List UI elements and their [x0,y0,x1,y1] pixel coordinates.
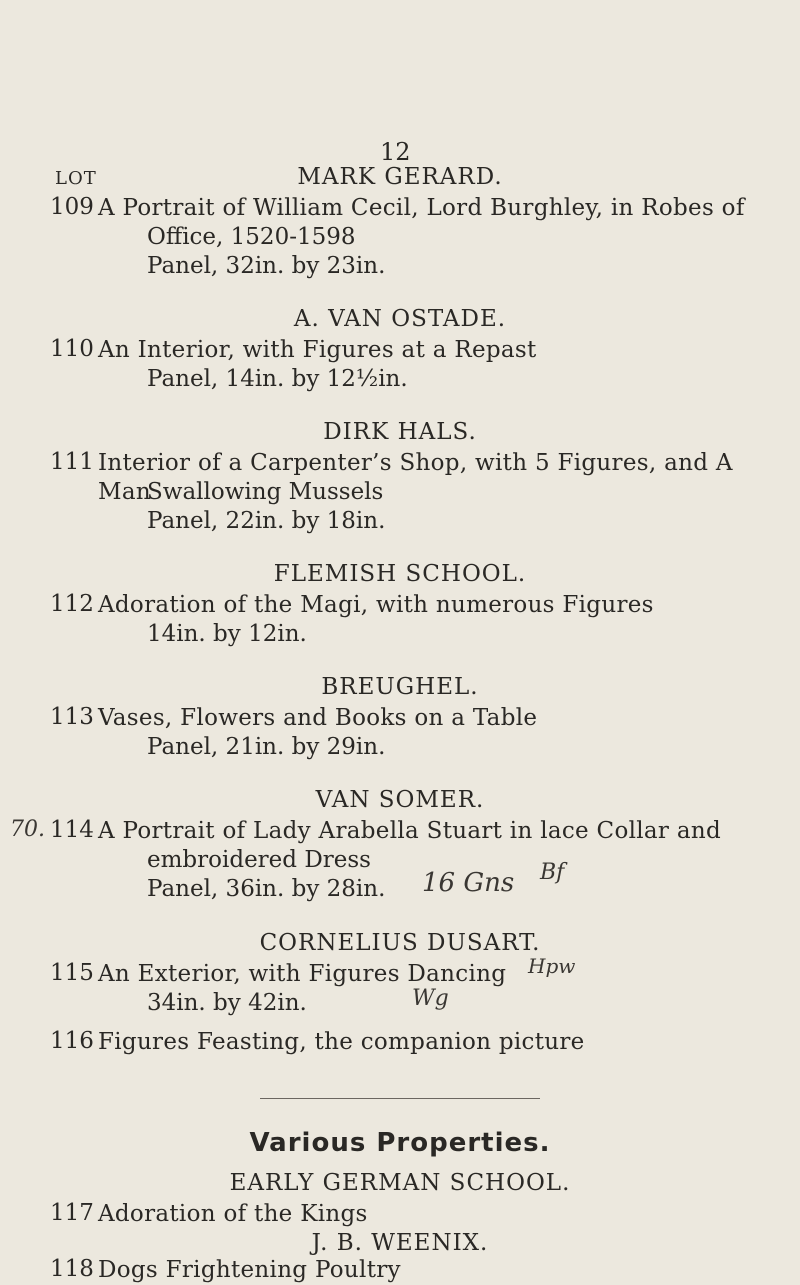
lot-number: 109 [50,194,94,220]
artist-heading: MARK GERARD. [297,164,503,190]
lot-title-continued: Office, 1520-1598 [147,224,356,250]
artist-heading: CORNELIUS DUSART. [259,930,541,956]
lot-details: 14in. by 12in. [147,621,307,647]
lot-number: 114 [50,817,94,843]
lot-number: 116 [50,1028,94,1054]
lot-details: Panel, 14in. by 12½in. [147,366,408,392]
artist-heading: EARLY GERMAN SCHOOL. [229,1170,571,1196]
lot-number: 112 [50,591,94,617]
artist-heading: BREUGHEL. [321,674,479,700]
lot-title: A Portrait of Lady Arabella Stuart in lace Collar and [98,818,721,844]
lot-number: 118 [50,1256,94,1282]
lot-title: Vases, Flowers and Books on a Table [98,705,538,731]
artist-heading: A. VAN OSTADE. [293,306,507,332]
artist-heading: FLEMISH SCHOOL. [273,561,527,587]
lot-number: 111 [50,449,94,475]
lot-number: 110 [50,336,94,362]
artist-heading: VAN SOMER. [315,787,485,813]
lot-title: Figures Feasting, the companion picture [98,1029,585,1055]
lot-title: Interior of a Carpenter’s Shop, with 5 Figures, and A Man [98,450,733,505]
handwritten-price: 16 Gns [422,868,515,898]
handwritten-note: Wg [412,986,449,1011]
lot-title: Adoration of the Kings [98,1201,368,1227]
lot-number: 113 [50,704,94,730]
handwritten-note: Hpw [528,954,576,978]
lot-title: An Interior, with Figures at a Repast [98,337,537,363]
margin-annotation: 70. [10,817,45,842]
lot-details: Panel, 36in. by 28in. [147,876,386,902]
lot-title: A Portrait of William Cecil, Lord Burghley, in Robes of [98,195,745,221]
artist-heading: DIRK HALS. [323,419,477,445]
lot-title: An Exterior, with Figures Dancing [98,961,507,987]
lot-title-continued: Swallowing Mussels [147,479,384,505]
artist-heading: J. B. WEENIX. [311,1230,489,1256]
lot-title: Dogs Frightening Poultry [98,1257,401,1283]
lot-details: 34in. by 42in. [147,990,307,1016]
lot-title-continued: embroidered Dress [147,847,371,873]
lot-details: Panel, 32in. by 23in. [147,253,386,279]
handwritten-buyer: Bf [540,860,565,885]
lot-number: 115 [50,960,94,986]
section-title: Various Properties. [249,1128,551,1158]
section-rule [260,1098,540,1099]
page-number: 12 [380,138,411,166]
lot-number: 117 [50,1200,94,1226]
lot-title: Adoration of the Magi, with numerous Figures [98,592,654,618]
lot-details: Panel, 22in. by 18in. [147,508,386,534]
lot-column-header: LOT [55,168,97,189]
lot-details: Panel, 21in. by 29in. [147,734,386,760]
